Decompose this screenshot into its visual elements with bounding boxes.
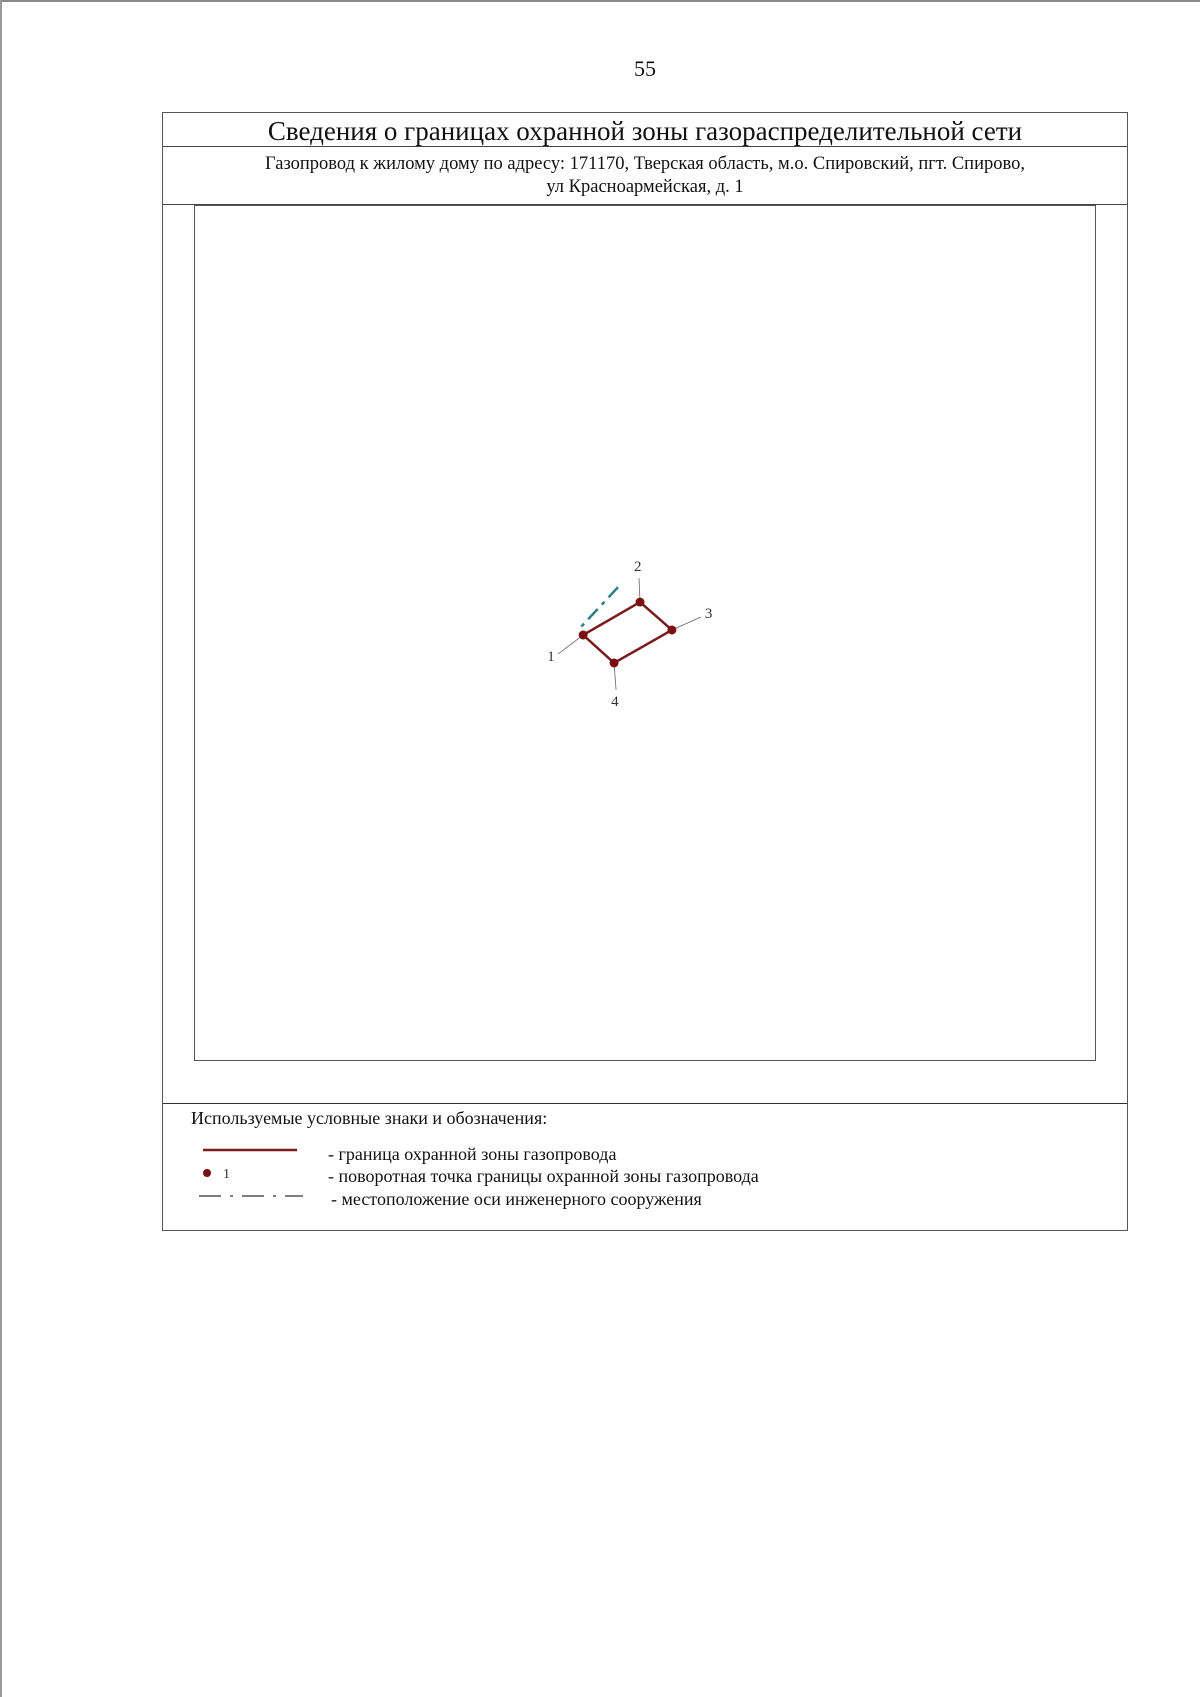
point-label-1: 1 <box>547 648 555 665</box>
point-label-4: 4 <box>611 693 619 710</box>
document-sheet <box>162 112 1128 1231</box>
legend-point-index: 1 <box>223 1167 230 1182</box>
point-label-2: 2 <box>634 559 642 576</box>
map-frame <box>194 205 1096 1061</box>
address-line-1: Газопровод к жилому дому по адресу: 171170, Тверская область, м.о. Спировский, пгт. Спирово, <box>265 154 1025 174</box>
address-line-2: ул Красноармейская, д. 1 <box>546 177 744 197</box>
turning-point-symbol <box>199 1165 309 1187</box>
legend-text-turning-point: - поворотная точка границы охранной зоны газопровода <box>328 1166 759 1186</box>
axis-line-symbol <box>199 1188 309 1210</box>
legend-divider <box>163 1103 1127 1104</box>
leader-line-3 <box>672 617 701 630</box>
legend-text-boundary: - граница охранной зоны газопровода <box>328 1144 617 1164</box>
leader-line-1 <box>558 635 583 654</box>
turning-point-4 <box>610 658 619 667</box>
pipe-axis-line <box>578 587 618 630</box>
boundary-line-symbol <box>199 1143 309 1165</box>
turning-point-1 <box>579 631 588 640</box>
page-number: 55 <box>634 56 656 81</box>
legend-item-boundary <box>163 1143 1127 1165</box>
turning-point-2 <box>636 598 645 607</box>
legend-item-turning-point <box>163 1165 1127 1187</box>
zone-map <box>195 206 1095 1060</box>
scan-edge-left <box>0 0 2 1697</box>
document-title: Сведения о границах охранной зоны газораспределительной сети <box>163 113 1127 147</box>
point-label-3: 3 <box>704 606 713 623</box>
object-address <box>163 147 1127 205</box>
legend-item-axis <box>163 1188 1127 1210</box>
scan-edge-top <box>0 0 1200 2</box>
legend-text-axis: - местоположение оси инженерного сооружения <box>331 1189 702 1209</box>
legend-title: Используемые условные знаки и обозначения: <box>191 1108 548 1128</box>
turning-point-3 <box>667 626 676 635</box>
